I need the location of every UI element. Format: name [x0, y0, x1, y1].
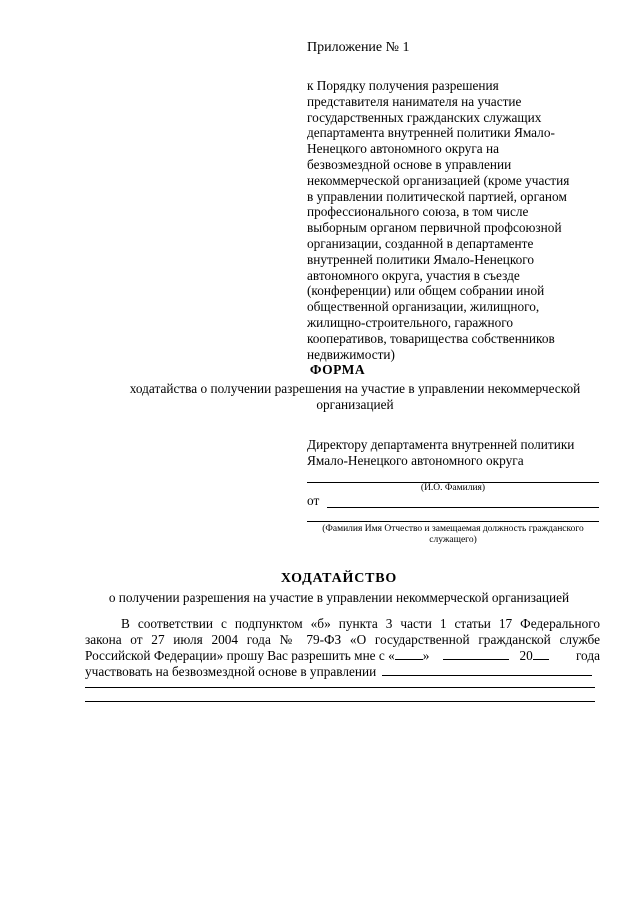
appendix-line: некоммерческой организацией (кроме участия: [307, 172, 570, 188]
date-quote-text: »: [422, 648, 430, 663]
continuation-blank-line-2[interactable]: [85, 701, 595, 702]
addressee-line: Директору департамента внутренней политики: [307, 437, 575, 452]
from-blank-line-1[interactable]: [327, 507, 599, 508]
appendix-line: департамента внутренней политики Ямало-: [307, 125, 555, 141]
date-year-blank[interactable]: [533, 648, 549, 660]
appendix-line: безвозмездной основе в управлении: [307, 156, 512, 172]
appendix-line: автономного округа, участия в съезде: [307, 267, 520, 283]
appendix-line: жилищно-строительного, гаражного: [307, 314, 513, 330]
date-century-text: 20: [519, 648, 533, 663]
appendix-line: организации, созданной в департаменте: [307, 235, 534, 251]
appendix-line: недвижимости): [307, 346, 395, 362]
petition-body-line-date: [85, 648, 600, 664]
continuation-blank-line-1[interactable]: [85, 687, 595, 688]
appendix-line: в управлении политической партией, органом: [307, 188, 567, 204]
appendix-line: представителя нанимателя на участие: [307, 93, 522, 109]
appendix-line: профессионального союза, в том числе: [307, 204, 529, 220]
form-title: ФОРМА: [309, 362, 366, 377]
date-prefix-text: Российской Федерации» прошу Вас разрешить мне с «: [85, 648, 395, 663]
appendix-line: к Порядку получения разрешения: [307, 78, 499, 93]
appendix-line: Ненецкого автономного округа на: [307, 141, 500, 157]
form-subtitle-line: ходатайства о получении разрешения на участие в управлении некоммерческой: [129, 381, 581, 396]
from-caption-line: (Фамилия Имя Отчество и замещаемая должность гражданского: [322, 524, 584, 534]
appendix-title: Приложение № 1: [307, 40, 410, 55]
appendix-text: [307, 78, 607, 362]
appendix-line: (конференции) или общем собрании иной: [307, 283, 545, 299]
petition-subtitle: о получении разрешения на участие в управлении некоммерческой организацией: [108, 590, 570, 605]
org-prefix-text: участвовать на безвозмездной основе в управлении: [85, 664, 377, 679]
appendix-line: выборным органом первичной профсоюзной: [307, 220, 562, 236]
addressee-line: Ямало-Ненецкого автономного округа: [307, 453, 524, 468]
from-caption: [300, 524, 606, 546]
from-blank-line-2[interactable]: [307, 521, 599, 522]
date-month-blank[interactable]: [443, 648, 509, 660]
petition-body-line: В соответствии с подпунктом «б» пункта 3 части 1 статьи 17 Федерального: [121, 616, 600, 631]
form-subtitle-line: организацией: [316, 397, 394, 412]
petition-body-line-org: [85, 664, 600, 680]
petition-title: ХОДАТАЙСТВО: [280, 571, 398, 586]
organization-name-blank[interactable]: [382, 664, 592, 676]
date-day-blank[interactable]: [395, 648, 423, 660]
from-caption-line: служащего): [429, 535, 477, 545]
date-year-word: года: [575, 648, 600, 663]
form-subtitle: [100, 381, 610, 413]
director-name-caption: (И.О. Фамилия): [420, 483, 486, 493]
from-label: от: [307, 493, 320, 508]
appendix-line: кооперативов, товарищества собственников: [307, 330, 555, 346]
appendix-line: внутренней политики Ямало-Ненецкого: [307, 251, 535, 267]
petition-body-line: закона от 27 июля 2004 года № 79-ФЗ «О государственной гражданской службе: [85, 632, 600, 647]
appendix-line: государственных гражданских служащих: [307, 109, 542, 125]
addressee-block: [307, 437, 574, 469]
appendix-line: общественной организации, жилищного,: [307, 299, 540, 315]
